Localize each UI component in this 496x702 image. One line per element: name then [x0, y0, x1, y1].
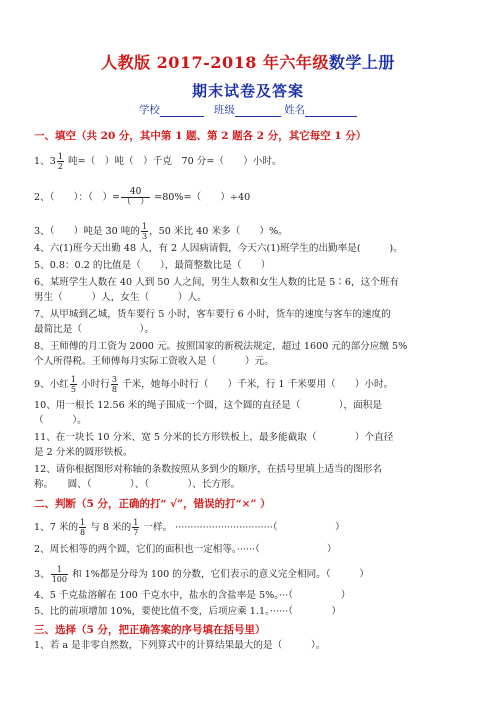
question-1-2: 2、（ ）：（ ）= $\frac{40}{( )}$ =80%=（ ）÷40 — [34, 187, 251, 207]
question-1-11a: 11、在一块长 10 分米、宽 5 分米的长方形铁板上，最多能截取（ ）个直径 — [34, 432, 394, 443]
question-1-12a: 12、请你根据图形对称轴的条数按照从多到少的顺序，在括号里填上适当的图形名 — [34, 464, 382, 475]
fraction: $\frac{1}{7}$ — [133, 518, 139, 537]
name-field[interactable] — [305, 105, 357, 117]
title-grade: 人教版 2017-2018 年六年级 — [101, 53, 329, 72]
question-1-5: 5、0.8：0.2 的比值是（ ），最简整数比是（ ） — [34, 260, 271, 271]
class-field[interactable] — [235, 105, 281, 117]
exam-title — [0, 50, 496, 73]
question-1-11b: 是 2 分米的圆形铁板。 — [34, 447, 133, 458]
question-2-3: 3、 $\frac{1}{100}$ 和 1%都是分母为 100 的分数，它们表示的意义完全相同。（ ） — [34, 565, 369, 584]
question-1-8b: 个人所得税。王师傅每月实际工资收入是（ ）元。 — [34, 356, 274, 367]
section-fill-blank-title: 一、填空（共 20 分，其中第 1 题、第 2 题各 2 分，其它每空 1 分） — [34, 130, 367, 142]
school-field[interactable] — [160, 105, 204, 117]
question-1-10a: 10、用一根长 12.56 米的绳子围成一个圆，这个圆的直径是（ ），面积是 — [34, 400, 382, 411]
name-label: 姓名 — [284, 104, 306, 116]
question-1-1: 1、3 $\frac{1}{2}$ 吨=（ ）吨（ ）千克 70 分=（ ）小时。 — [34, 152, 282, 171]
question-1-3: 3、（ ）吨是 30 吨的 $\frac{1}{3}$ ，50 米比 40 米多（ ）%。 — [34, 222, 288, 241]
student-info — [0, 102, 496, 117]
question-1-7b: 最简比是（ ）。 — [34, 324, 154, 335]
exam-subtitle: 期末试卷及答案 — [191, 82, 304, 100]
question-1-7a: 7、从甲城到乙城，货车要行 5 小时，客车要行 6 小时，货车的速度与客车的速度的 — [34, 309, 391, 320]
question-2-2: 2、周长相等的两个圆，它们的面积也一定相等。······（ ） — [34, 544, 337, 555]
fraction: $\frac{1}{8}$ — [80, 518, 86, 537]
section-choice-title: 三、选择（5 分，把正确答案的序号填在括号里） — [34, 624, 266, 636]
fraction: $\frac{1}{5}$ — [70, 375, 76, 394]
question-1-12b: 称。 圆、（ ）、（ ）、长方形。 — [34, 479, 241, 490]
fraction: $\frac{1}{3}$ — [141, 222, 148, 241]
fraction: $\frac{1}{100}$ — [51, 565, 67, 584]
question-1-6a: 6、某班学生人数在 40 人到 50 人之间，男生人数和女生人数的比是 5∶6，这个班有 — [34, 277, 399, 288]
fraction: $\frac{40}{( )}$ — [122, 187, 150, 207]
fraction: $\frac{3}{8}$ — [111, 375, 117, 394]
question-1-10b: （ ）。 — [34, 415, 87, 426]
question-2-5: 5、比的前项增加 10%，要使比值不变，后项应乘 1.1。······（ ） — [34, 606, 341, 617]
question-1-8a: 8、王师傅的月工资为 2000 元。按照国家的新税法规定，超过 1600 元的部分应缴 5% — [34, 341, 408, 352]
question-1-9: 9、小红 $\frac{1}{5}$ 小时行 $\frac{3}{8}$ 千米，她每小时行（ ）千米，行 1 千米要用（ ）小时。 — [34, 375, 394, 394]
class-label: 班级 — [213, 104, 235, 116]
section-judge-title: 二、判断（5 分，正确的打“ √”，错误的打“×” ） — [34, 498, 271, 510]
title-subject: 数学上册 — [328, 53, 395, 72]
question-1-6b: 男生（ ）人，女生（ ）人。 — [34, 292, 207, 303]
question-2-1: 1、7 米的 $\frac{1}{8}$ 与 8 米的 $\frac{1}{7}$ 一样。 ································（ ） — [34, 518, 345, 537]
question-2-4: 4、5 千克盐溶解在 100 千克水中，盐水的含盐率是 5%。···（ ） — [34, 590, 351, 601]
fraction: $\frac{1}{2}$ — [57, 152, 63, 171]
question-3-1: 1、若 a 是非零自然数，下列算式中的计算结果最大的是（ ）。 — [34, 640, 326, 651]
question-1-4: 4、六(1)班今天出勤 48 人，有 2 人因病请假，今天六(1)班学生的出勤率是( )。 — [34, 243, 403, 254]
school-label: 学校 — [138, 104, 160, 116]
